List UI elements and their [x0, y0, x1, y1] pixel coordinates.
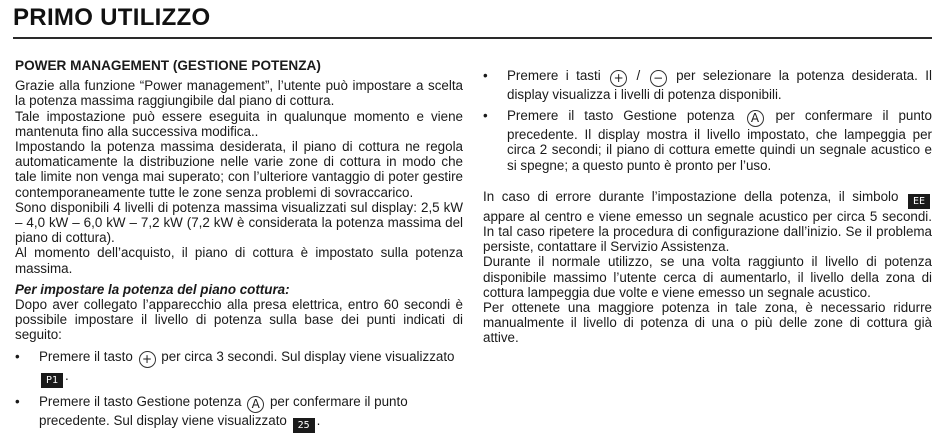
paragraph: Dopo aver collegato l’apparecchio alla presa elettrica, entro 60 secondi è possibile impostare il livello di potenza sulla base dei punti indicati di seguito: [15, 297, 463, 343]
list-item [15, 349, 463, 388]
list-item [483, 108, 932, 173]
list-item [15, 394, 463, 433]
bullet: • [483, 108, 488, 124]
error-text: appare al centro e viene emesso un segnale acustico per circa 5 secondi. In tal caso ripetere la procedura di configurazione dall’inizio. Se il problema persiste, contattare il Servizio Assistenza. [483, 208, 932, 255]
display-25-icon: 25 [293, 418, 315, 433]
power-management-key-icon: A [747, 110, 764, 127]
display-p1-icon: P1 [41, 373, 63, 388]
item-end: . [65, 367, 69, 383]
item-text: per selezionare la potenza desiderata. Il display visualizza i livelli di potenza disponibili. [507, 68, 932, 102]
bullet: • [15, 348, 20, 364]
bullet: • [483, 68, 488, 83]
item-text: Premere il tasto Gestione potenza [507, 108, 735, 124]
instruction-list [483, 68, 932, 173]
plus-key-icon: + [139, 351, 156, 368]
item-text: per confermare il punto precedente. Il display mostra il livello impostato, che lampeggia per circa 2 secondi; il piano di cottura emette quindi un segnale acustico e si spegne; a questo punto è pronto per l’uso. [507, 108, 932, 173]
item-text: per circa 3 secondi. Sul display viene visualizzato [161, 348, 455, 364]
error-paragraph [483, 189, 932, 255]
page-title: PRIMO UTILIZZO [13, 4, 211, 31]
power-management-key-icon: A [247, 396, 264, 413]
paragraph: Sono disponibili 4 livelli di potenza massima visualizzati sul display: 2,5 kW – 4,0 kW – 6,0 kW – 7,2 kW (7,2 kW è considerata la potenza massima del piano di cottura). [15, 199, 463, 246]
instruction-list [15, 349, 463, 433]
sub-heading: Per impostare la potenza del piano cottura: [15, 281, 290, 297]
item-text: per confermare il punto precedente. Sul display viene visualizzato [39, 393, 408, 428]
paragraph: Per ottenete una maggiore potenza in tale zona, è necessario ridurre manualmente il livello di potenza di una o più delle zone di cottura già attive. [483, 300, 932, 346]
plus-key-icon: + [610, 70, 627, 87]
right-column [483, 48, 932, 346]
item-text: Premere il tasto Gestione potenza [39, 393, 242, 409]
section-heading: POWER MANAGEMENT (GESTIONE POTENZA) [15, 58, 321, 73]
minus-key-icon: − [650, 70, 667, 87]
title-divider [13, 37, 932, 39]
paragraph: Impostando la potenza massima desiderata, il piano di cottura ne regola automaticamente la distribuzione nelle varie zone di cottura in modo che tale limite non venga mai superato; con l’ulteriore vantaggio di poter gestire contemporaneamente tutte le zone senza problemi di sovraccarico. [15, 139, 463, 200]
separator: / [636, 68, 641, 83]
error-text: In caso di errore durante l’impostazione della potenza, il simbolo [483, 188, 899, 204]
paragraph: Grazie alla funzione “Power management”, l’utente può impostare a scelta la potenza massima raggiungibile dal piano di cottura. [15, 78, 463, 109]
paragraph: Tale impostazione può essere eseguita in qualunque momento e viene mantenuta fino alla successiva modifica.. [15, 108, 463, 139]
paragraph: Durante il normale utilizzo, se una volta raggiunto il livello di potenza disponibile massimo l’utente cerca di aumentarlo, il livello della zona di cottura lampeggia due volte e viene emesso un segnale acustico. [483, 254, 932, 300]
list-item [483, 68, 932, 102]
item-end: . [316, 412, 321, 428]
display-error-icon: EE [908, 194, 930, 209]
left-column [15, 48, 463, 439]
item-text: Premere i tasti [507, 68, 601, 83]
bullet: • [15, 393, 20, 409]
item-text: Premere il tasto [39, 348, 133, 364]
paragraph: Al momento dell’acquisto, il piano di cottura è impostato sulla potenza massima. [15, 245, 463, 276]
